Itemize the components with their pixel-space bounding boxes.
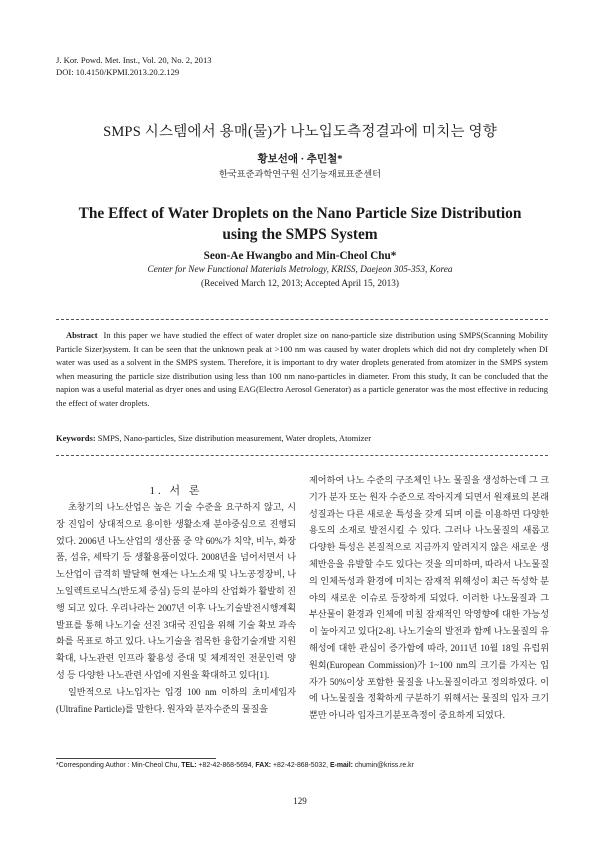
abstract-label: Abstract bbox=[66, 330, 98, 340]
paragraph: 제어하여 나노 수준의 구조체인 나노 물질을 생성하는데 그 크기가 분자 또는 원자 수준으로 작아지게 되면서 원재료의 본래 성질과는 다른 새로운 특성을 갖게 되며 이를 이용하면 다양한 용도의 소재로 발전시킬 수 있다. 그러나 나노물질의 새롭고 다양한 특성은 본질적으로 지금까지 알려지지 않은 새로운 생체반응을 유발할 수도 있다는 것을 의미하며, 따라서 나노물질의 인체독성과 환경에 미치는 잠재적 위해성이 최근 독성학 분야의 새로운 이슈로 등장하게 되었다. 이러한 나노물질과 그 부산물이 환경과 인체에 미칠 잠재적인 악영향에 대한 가능성이 높아지고 있다[2-8]. 나노기술의 발전과 함께 나노물질의 유해성에 대한 관심이 증가함에 따라, 2011년 10월 18일 유럽위원회(European Commission)가 1~100 nm의 크기를 가지는 입자가 50%이상 포함한 물질을 나노물질이라고 정의하였다. 이에 나노물질을 정확하게 구분하기 위해서는 물질의 입자 크기 뿐만 아니라 입자크기분포측정이 중요하게 되었다. bbox=[309, 475, 549, 721]
english-title-line-2: using the SMPS System bbox=[222, 226, 378, 243]
body-column-right bbox=[309, 472, 549, 724]
doi: DOI: 10.4150/KPMI.2013.20.2.129 bbox=[56, 67, 180, 77]
korean-affiliation: 한국표준과학연구원 신기능재료표준센터 bbox=[218, 169, 382, 179]
journal-header bbox=[56, 54, 212, 78]
received-dates: (Received March 12, 2013; Accepted April 15, 2013) bbox=[200, 279, 400, 289]
english-title-line-1: The Effect of Water Droplets on the Nano Particle Size Distribution bbox=[78, 205, 522, 222]
footnote-rule bbox=[56, 758, 216, 759]
page-number: 129 bbox=[293, 796, 307, 806]
section-heading-introduction: 1. 서 론 bbox=[149, 485, 203, 497]
english-title bbox=[60, 203, 540, 245]
footnote-author: *Corresponding Author : Min-Cheol Chu, bbox=[56, 762, 180, 769]
korean-title: SMPS 시스템에서 용매(물)가 나노입도측정결과에 미치는 영향 bbox=[103, 124, 497, 140]
paragraph: 일반적으로 나노입자는 입경 100 nm 이하의 초미세입자(Ultrafine Particle)를 말한다. 원자와 분자수준의 물질을 bbox=[56, 686, 296, 714]
abstract-text: In this paper we have studied the effect of water droplet size on nano-particle size distribution using SMPS(Scanning Mobility Particle Sizer)system. It can be seen that the unknown peak at >100 nm was caused by water droplets which did not dry completely when DI water was used as a solvent in the SMPS system. Therefore, it is important to dry water droplets generated from atomizer in the SMPS system when measuring the particle size distribution using less than 100 nm nano-particles in diameter. From this study, It can be concluded that the napion was a useful material as dryer ones and using EAG(Electro Aerosol Generator) as a particle generator was the most effective in reducing the effect of water droplets. bbox=[56, 330, 548, 408]
english-affiliation: Center for New Functional Materials Metrology, KRISS, Daejeon 305-353, Korea bbox=[147, 265, 453, 275]
korean-authors: 황보선애 · 추민철* bbox=[257, 154, 343, 165]
footnote-fax-label: FAX: bbox=[255, 762, 272, 769]
abstract-bottom-divider bbox=[56, 455, 548, 456]
keywords-label: Keywords: bbox=[56, 433, 96, 443]
english-authors: Seon-Ae Hwangbo and Min-Cheol Chu* bbox=[203, 250, 397, 262]
footnote-tel: +82-42-868-5694, bbox=[198, 762, 254, 769]
corresponding-author-footnote bbox=[56, 762, 414, 769]
footnote-email-label: E-mail: bbox=[329, 762, 353, 769]
keywords-text: SMPS, Nano-particles, Size distribution measurement, Water droplets, Atomizer bbox=[97, 433, 372, 443]
footnote-tel-label: TEL: bbox=[181, 762, 197, 769]
paragraph: 초창기의 나노산업은 높은 기술 수준을 요구하지 않고, 시장 진입이 상대적으로 용이한 생활소재 분야중심으로 진행되었다. 2006년 나노산업의 생산품 중 약 60%가 치약, 비누, 화장품, 섬유, 세탁기 등 생활용품이었다. 2008년을 넘어서면서 나노산업이 급격히 발달해 현재는 나노소재 및 나노공정장비, 나노일렉트로닉스(반도체 중심) 등의 분야의 산업화가 활발히 진행 되고 있다. 우리나라는 2007년 이후 나노기술발전시행계획 발표를 통해 나노기술 선진 3대국 진입을 위해 기술 확보 과속화를 목표로 하고 있다. 나노기술을 접목한 융합기술개발 지원 확대, 나노관련 인프라 활용성 증대 및 체계적인 전문인력 양성 등 다양한 나노관련 사업에 지원을 확대하고 있다[1]. bbox=[56, 502, 296, 680]
abstract bbox=[56, 329, 548, 411]
keywords bbox=[56, 432, 548, 445]
body-column-left bbox=[56, 499, 296, 717]
footnote-email: chumin@kriss.re.kr bbox=[354, 762, 414, 769]
footnote-fax: +82-42-868-5032, bbox=[273, 762, 329, 769]
journal-citation: J. Kor. Powd. Met. Inst., Vol. 20, No. 2, 2013 bbox=[56, 55, 212, 65]
abstract-top-divider bbox=[56, 319, 548, 320]
